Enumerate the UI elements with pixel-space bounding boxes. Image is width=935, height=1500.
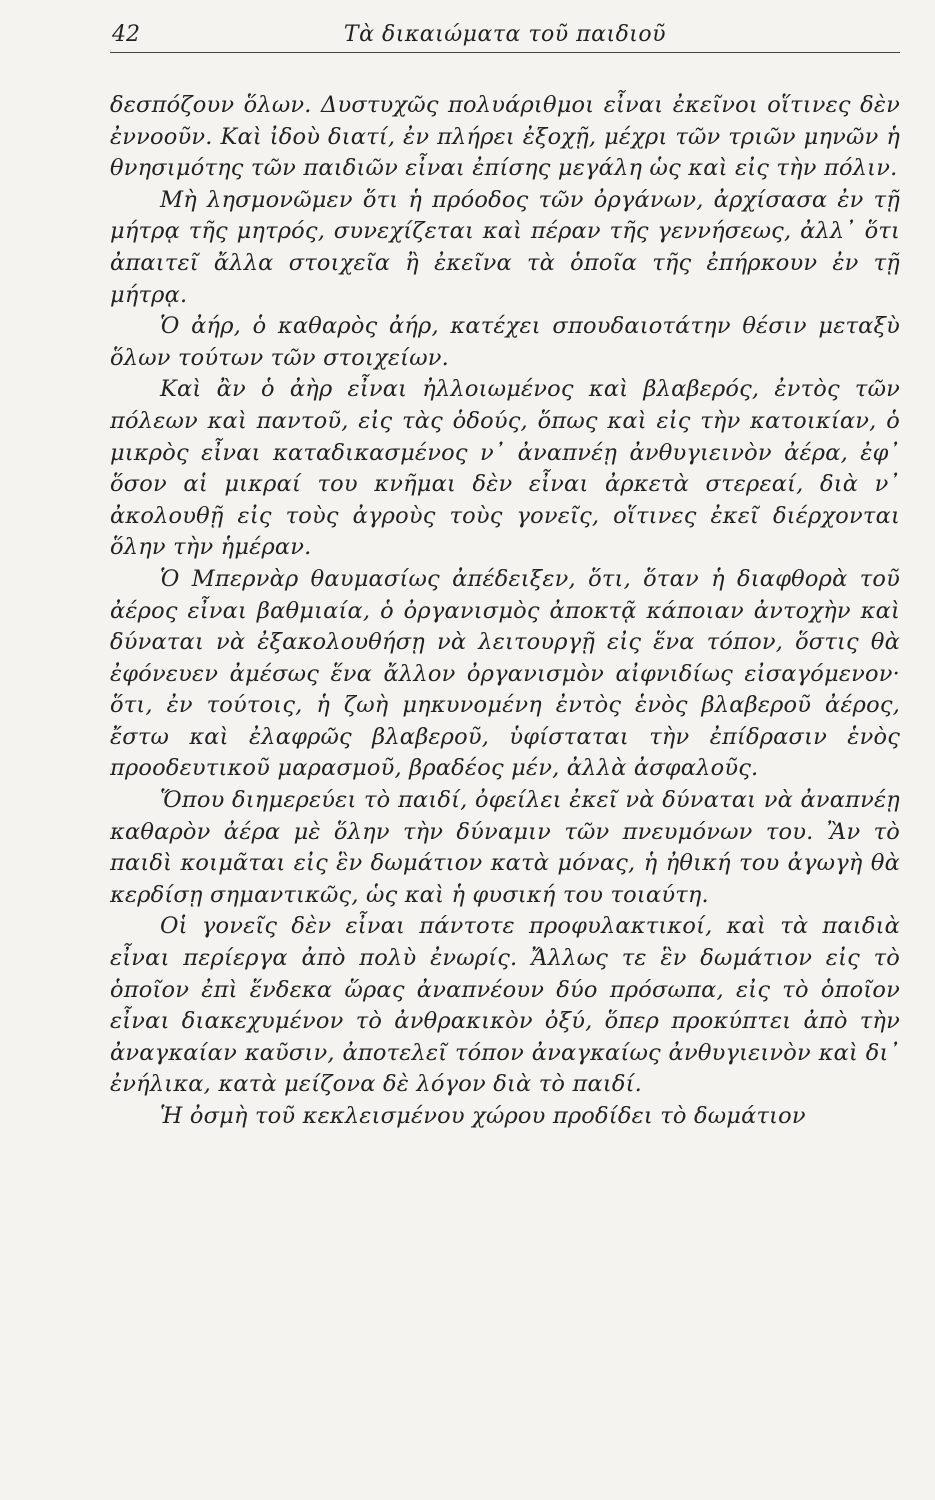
paragraph: Οἱ γονεῖς δὲν εἶναι πάντοτε προφυλακτικοί, καὶ τὰ παιδιὰ εἶναι περίεργα ἀπὸ πολὺ ἐνωρίς. Ἄλλως τε ἓν δωμάτιον εἰς τὸ ὁποῖον ἐπὶ ἕνδεκα ὥρας ἀναπνέουν δύο πρόσωπα, εἰς τὸ ὁποῖον εἶναι διακεχυμένον τὸ ἀνθρακικὸν ὀξύ, ὅπερ προκύπτει ἀπὸ τὴν ἀναγκαίαν καῦσιν, ἀποτελεῖ τόπον ἀναγκαίως ἀνθυγιεινὸν καὶ δι᾽ ἐνήλικα, κατὰ μείζονα δὲ λόγον διὰ τὸ παιδί. [110,913,900,1098]
paragraph: Ὁ Μπερνὰρ θαυμασίως ἀπέδειξεν, ὅτι, ὅταν ἡ διαφθορὰ τοῦ ἀέρος εἶναι βαθμιαία, ὁ ὀργανισμὸς ἀποκτᾷ κάποιαν ἀντοχὴν καὶ δύναται νὰ ἐξακολουθήσῃ νὰ λειτουργῇ εἰς ἕνα τόπον, ὅστις θὰ ἐφόνευεν ἀμέσως ἕνα ἄλλον ὀργανισμὸν αἰφνιδίως εἰσαγόμενον· ὅτι, ἐν τούτοις, ἡ ζωὴ μηκυνομένη ἐντὸς ἑνὸς βλαβεροῦ ἀέρος, ἔστω καὶ ἐλαφρῶς βλαβεροῦ, ὑφίσταται τὴν ἐπίδρασιν ἑνὸς προοδευτικοῦ μαρασμοῦ, βραδέος μέν, ἀλλὰ ἀσφαλοῦς. [110,565,900,782]
paragraph: Ὁ ἀήρ, ὁ καθαρὸς ἀήρ, κατέχει σπουδαιοτάτην θέσιν μεταξὺ ὅλων τούτων τῶν στοιχείων. [110,313,900,371]
paragraph: Μὴ λησμονῶμεν ὅτι ἡ πρόοδος τῶν ὀργάνων, ἀρχίσασα ἐν τῇ μήτρᾳ τῆς μητρός, συνεχίζεται καὶ πέραν τῆς γεννήσεως, ἀλλ᾽ ὅτι ἀπαιτεῖ ἄλλα στοιχεῖα ἢ ἐκεῖνα τὰ ὁποῖα τῆς ἐπήρκουν ἐν τῇ μήτρᾳ. [110,186,900,308]
paragraph: δεσπόζουν ὅλων. Δυστυχῶς πολυάριθμοι εἶναι ἐκεῖνοι οἵτινες δὲν ἐννοοῦν. Καὶ ἰδοὺ διατί, ἐν πλήρει ἐξοχῇ, μέχρι τῶν τριῶν μηνῶν ἡ θνησιμότης τῶν παιδιῶν εἶναι ἐπίσης μεγάλη ὡς καὶ εἰς τὴν πόλιν. [110,92,900,182]
body-text [110,90,900,1133]
paragraph: Καὶ ἂν ὁ ἀὴρ εἶναι ἠλλοιωμένος καὶ βλαβερός, ἐντὸς τῶν πόλεων καὶ παντοῦ, εἰς τὰς ὁδούς, ὅπως καὶ εἰς τὴν κατοικίαν, ὁ μικρὸς εἶναι καταδικασμένος ν᾽ ἀναπνέῃ ἀνθυγιεινὸν ἀέρα, ἐφ᾽ ὅσον αἱ μικραί του κνῆμαι δὲν εἶναι ἀρκετὰ στερεαί, διὰ ν᾽ ἀκολουθῇ εἰς τοὺς ἀγροὺς τοὺς γονεῖς, οἵτινες ἐκεῖ διέρχονται ὅλην τὴν ἡμέραν. [110,376,900,561]
paragraph: Ὅπου διημερεύει τὸ παιδί, ὀφείλει ἐκεῖ νὰ δύναται νὰ ἀναπνέῃ καθαρὸν ἀέρα μὲ ὅλην τὴν δύναμιν τῶν πνευμόνων του. Ἂν τὸ παιδὶ κοιμᾶται εἰς ἓν δωμάτιον κατὰ μόνας, ἡ ἠθική του ἀγωγὴ θὰ κερδίσῃ σημαντικῶς, ὡς καὶ ἡ φυσική του τοιαύτη. [110,787,900,908]
page-header [110,22,900,53]
page-number: 42 [112,22,140,47]
paragraph: Ἡ ὀσμὴ τοῦ κεκλεισμένου χώρου προδίδει τὸ δωμάτιον [160,1103,806,1129]
running-title: Τὰ δικαιώματα τοῦ παιδιοῦ [343,22,667,47]
